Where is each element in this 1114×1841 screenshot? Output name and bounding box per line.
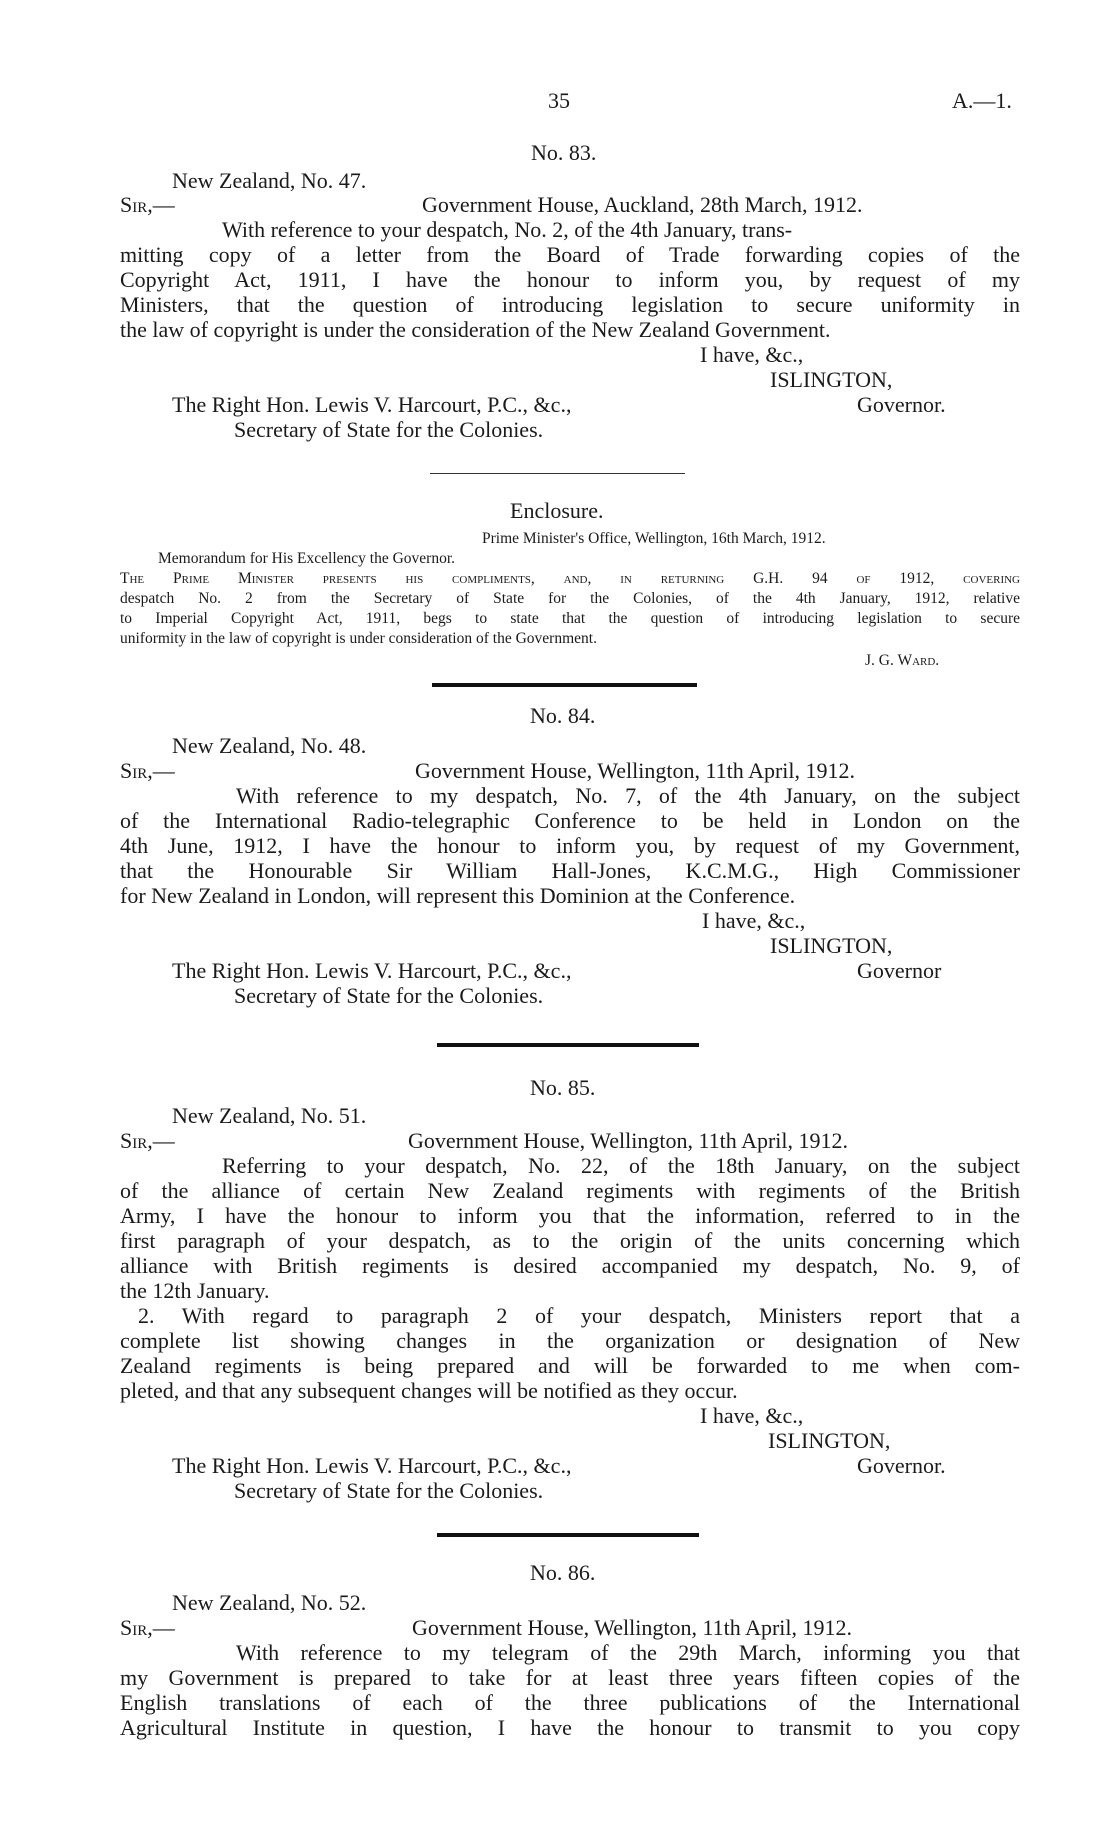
closing: I have, &c., (702, 908, 806, 933)
body-line: Agricultural Institute in question, I have the honour to transmit to you copy (120, 1715, 1020, 1740)
body-line: my Government is prepared to take for at least three years fifteen copies of the (120, 1665, 1020, 1690)
enclosure-office: Prime Minister's Office, Wellington, 16th March, 1912. (482, 530, 826, 547)
nz-number-52: New Zealand, No. 52. (172, 1590, 367, 1615)
body-line: for New Zealand in London, will represent this Dominion at the Conference. (120, 883, 796, 908)
section-divider (437, 1533, 699, 1537)
salutation: Sir,— (120, 758, 175, 783)
signer-name: ISLINGTON, (768, 1428, 891, 1453)
section-divider (430, 473, 685, 474)
signer-name: ISLINGTON, (770, 367, 893, 392)
body-line: that the Honourable Sir William Hall-Jones, K.C.M.G., High Commissioner (120, 858, 1020, 883)
despatch-heading-83: No. 83. (531, 140, 597, 165)
nz-number-51: New Zealand, No. 51. (172, 1103, 367, 1128)
enclosure-line: The Prime Minister presents his compliments, and, in returning G.H. 94 of 1912, covering (120, 570, 1020, 587)
nz-number-47: New Zealand, No. 47. (172, 168, 367, 193)
signer-title: Governor (857, 958, 942, 983)
section-divider (432, 683, 697, 687)
closing: I have, &c., (700, 342, 804, 367)
body-line: pleted, and that any subsequent changes will be notified as they occur. (120, 1378, 738, 1403)
body-line: Ministers, that the question of introducing legislation to secure uniformity in (120, 292, 1020, 317)
page-number: 35 (548, 88, 570, 113)
recipient-name: The Right Hon. Lewis V. Harcourt, P.C., &c., (172, 958, 572, 983)
salutation: Sir,— (120, 192, 175, 217)
body-line: of the International Radio-telegraphic Conference to be held in London on the (120, 808, 1020, 833)
body-line: Referring to your despatch, No. 22, of the 18th January, on the subject (222, 1153, 1020, 1178)
closing: I have, &c., (700, 1403, 804, 1428)
nz-number-48: New Zealand, No. 48. (172, 733, 367, 758)
body-line: alliance with British regiments is desired accompanied my despatch, No. 9, of (120, 1253, 1020, 1278)
body-line: 4th June, 1912, I have the honour to inform you, by request of my Government, (120, 833, 1020, 858)
recipient-name: The Right Hon. Lewis V. Harcourt, P.C., &c., (172, 1453, 572, 1478)
recipient-title: Secretary of State for the Colonies. (234, 1478, 544, 1503)
recipient-title: Secretary of State for the Colonies. (234, 417, 544, 442)
body-line: With reference to my telegram of the 29th March, informing you that (236, 1640, 1020, 1665)
signer-title: Governor. (857, 392, 946, 417)
body-line: the law of copyright is under the consideration of the New Zealand Government. (120, 317, 831, 342)
address-line: Government House, Wellington, 11th April, 1912. (412, 1615, 853, 1640)
body-line: Copyright Act, 1911, I have the honour to inform you, by request of my (120, 267, 1020, 292)
address-line: Government House, Auckland, 28th March, 1912. (422, 192, 863, 217)
enclosure-line: to Imperial Copyright Act, 1911, begs to state that the question of introducing legislation to secure (120, 610, 1020, 627)
enclosure-heading: Enclosure. (510, 498, 604, 523)
enclosure-signature: J. G. Ward. (865, 652, 940, 669)
body-line: the 12th January. (120, 1278, 270, 1303)
body-line: mitting copy of a letter from the Board of Trade forwarding copies of the (120, 242, 1020, 267)
enclosure-line: despatch No. 2 from the Secretary of State for the Colonies, of the 4th January, 1912, relative (120, 590, 1020, 607)
enclosure-memo: Memorandum for His Excellency the Governor. (158, 550, 455, 567)
signer-title: Governor. (857, 1453, 946, 1478)
body-line: With reference to your despatch, No. 2, of the 4th January, trans- (222, 217, 793, 242)
address-line: Government House, Wellington, 11th April, 1912. (408, 1128, 849, 1153)
body-line: complete list showing changes in the organization or designation of New (120, 1328, 1020, 1353)
body-line: English translations of each of the three publications of the International (120, 1690, 1020, 1715)
body-line: of the alliance of certain New Zealand regiments with regiments of the British (120, 1178, 1020, 1203)
despatch-heading-86: No. 86. (530, 1560, 596, 1585)
salutation: Sir,— (120, 1128, 175, 1153)
section-divider (437, 1043, 699, 1047)
address-line: Government House, Wellington, 11th April, 1912. (415, 758, 856, 783)
section-code: A.—1. (952, 88, 1012, 113)
signer-name: ISLINGTON, (770, 933, 893, 958)
body-line: With reference to my despatch, No. 7, of the 4th January, on the subject (236, 783, 1020, 808)
salutation: Sir,— (120, 1615, 175, 1640)
recipient-name: The Right Hon. Lewis V. Harcourt, P.C., &c., (172, 392, 572, 417)
body-line: first paragraph of your despatch, as to the origin of the units concerning which (120, 1228, 1020, 1253)
body-line: 2. With regard to paragraph 2 of your despatch, Ministers report that a (138, 1303, 1020, 1328)
body-line: Army, I have the honour to inform you that the information, referred to in the (120, 1203, 1020, 1228)
despatch-heading-85: No. 85. (530, 1075, 596, 1100)
body-line: Zealand regiments is being prepared and will be forwarded to me when com- (120, 1353, 1020, 1378)
enclosure-line: uniformity in the law of copyright is under consideration of the Government. (120, 630, 597, 647)
despatch-heading-84: No. 84. (530, 703, 596, 728)
recipient-title: Secretary of State for the Colonies. (234, 983, 544, 1008)
